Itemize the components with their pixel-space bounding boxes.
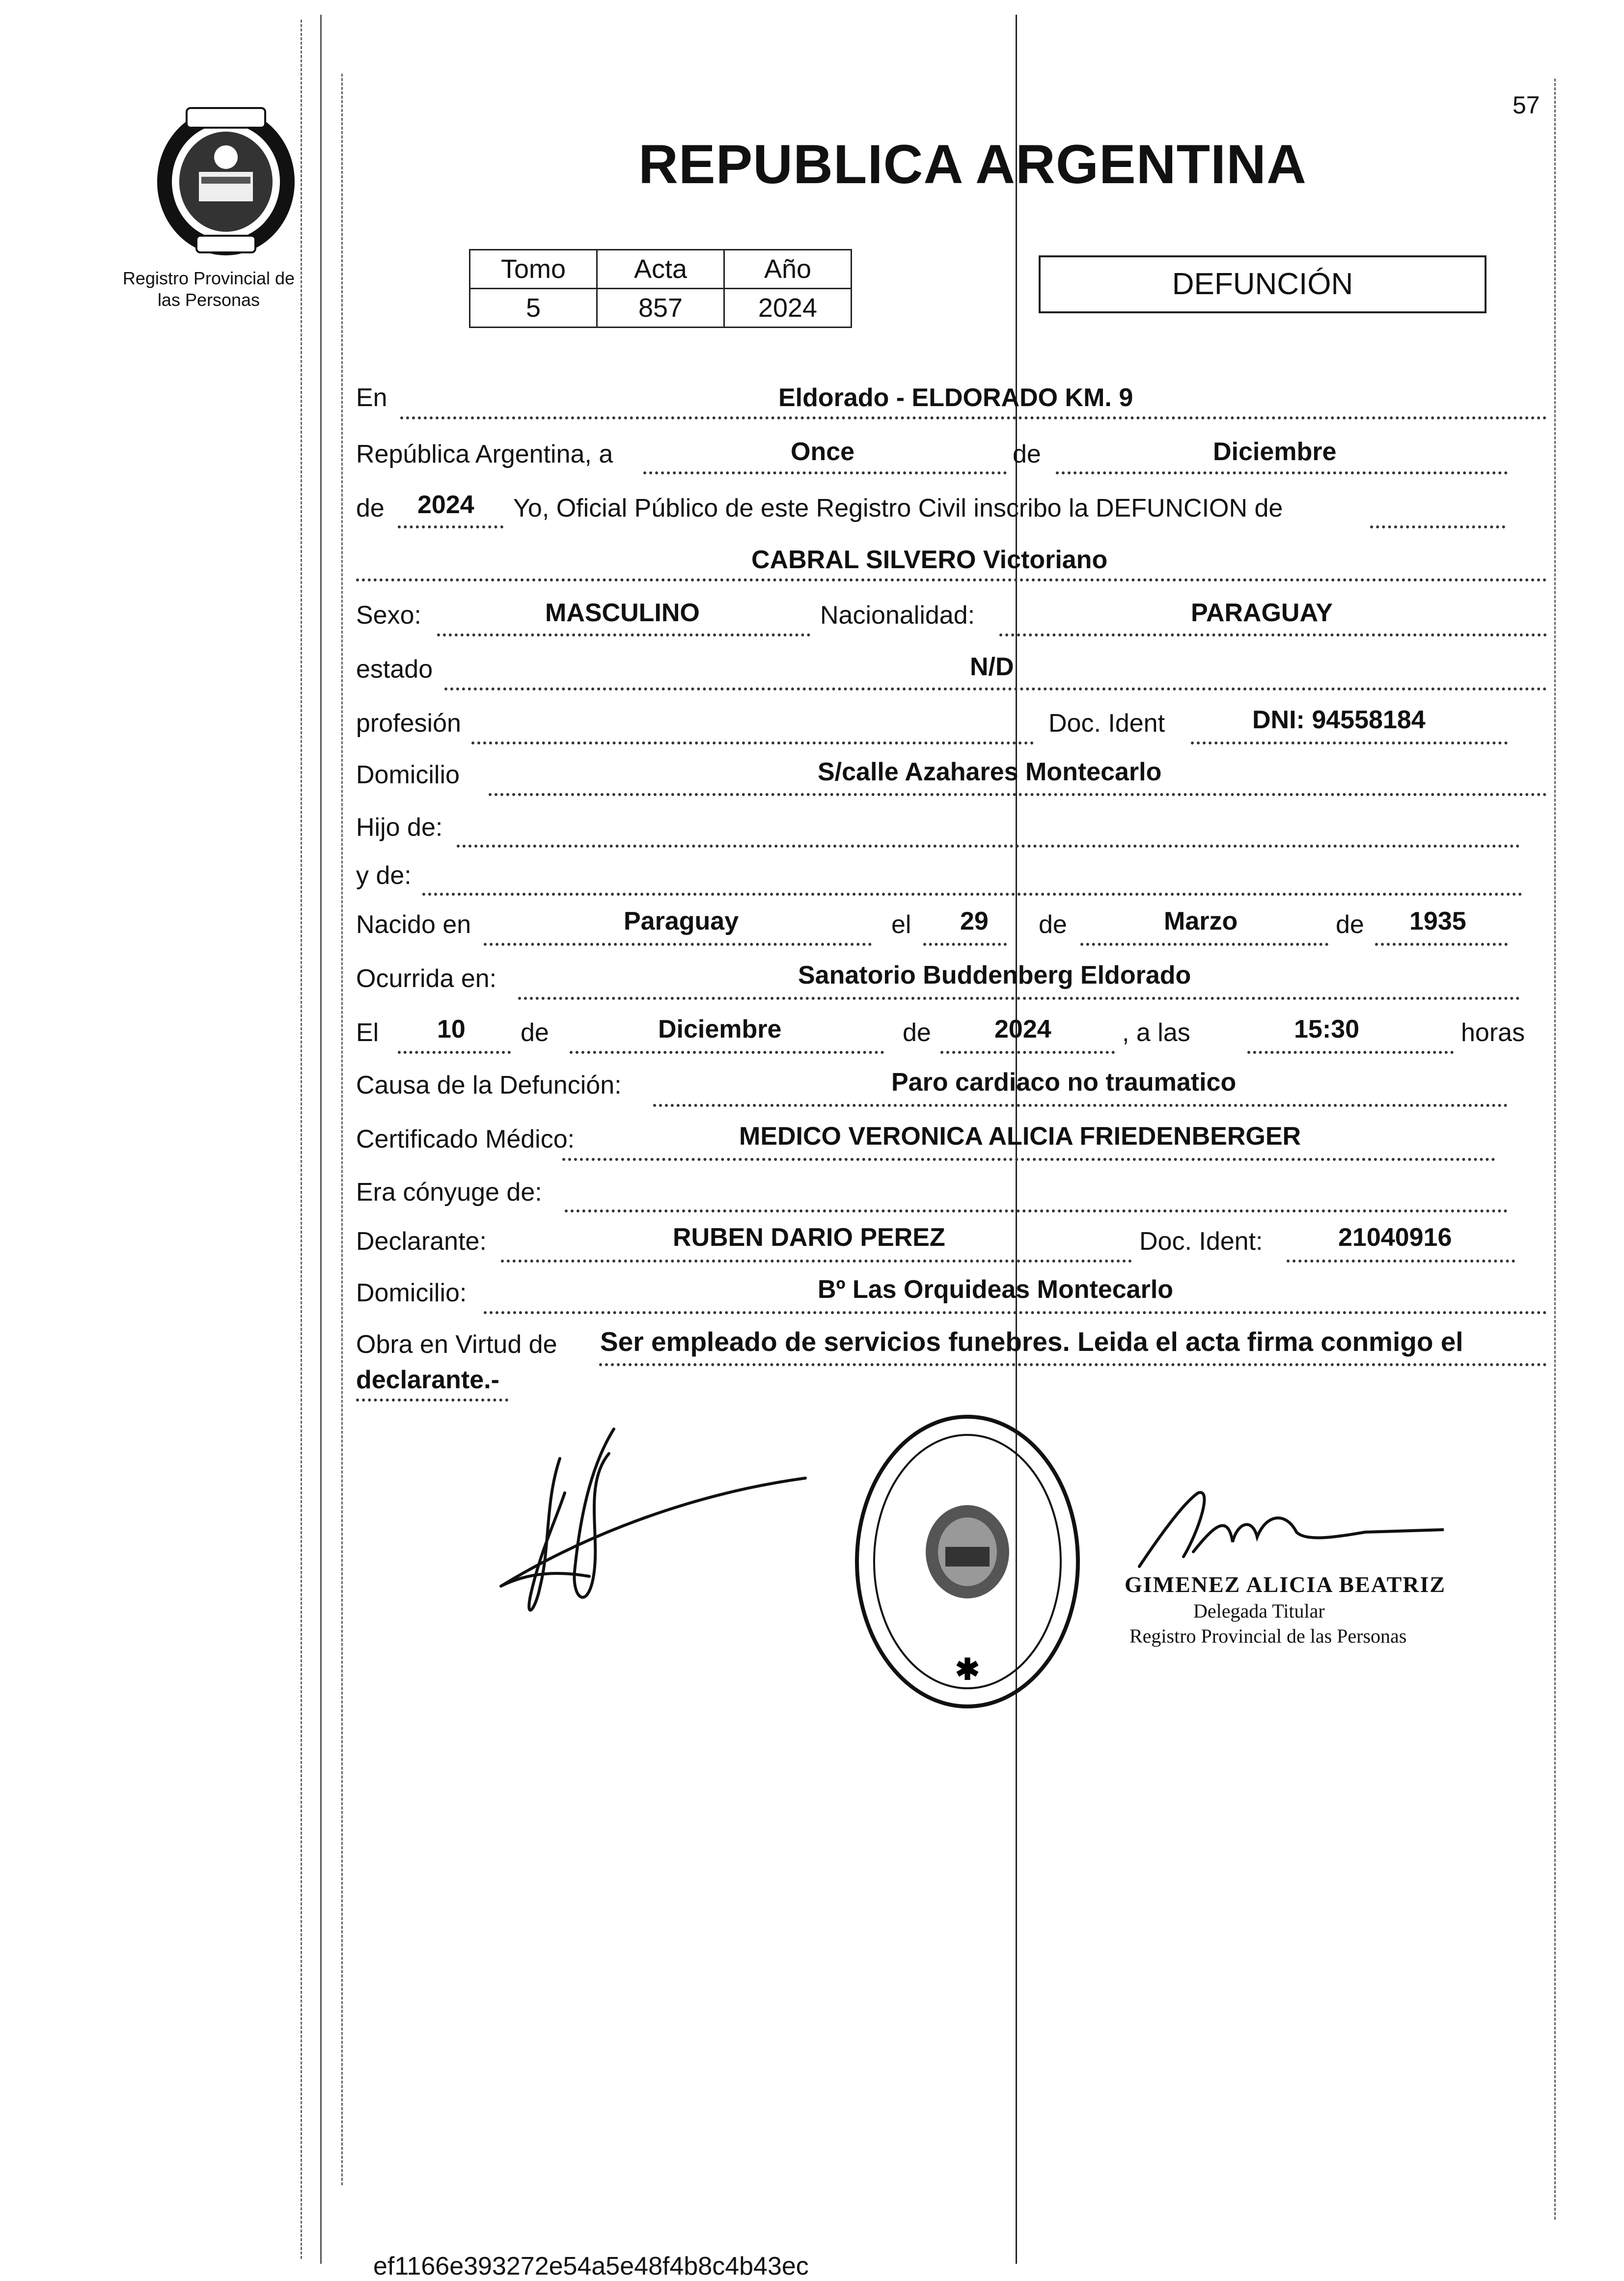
fill-line: [398, 525, 503, 528]
fill-line: [1375, 943, 1508, 946]
decl-doc-label: Doc. Ident:: [1139, 1227, 1263, 1256]
fill-line: [1370, 525, 1505, 528]
anio-value: 2024: [417, 491, 474, 519]
registry-caption-line1: Registro Provincial de: [122, 268, 295, 288]
fill-line: [923, 943, 1007, 946]
nacionalidad-label: Nacionalidad:: [820, 601, 975, 630]
fill-line: [1056, 471, 1508, 474]
nacido-dia: 29: [960, 907, 989, 935]
fill-line: [444, 687, 1547, 690]
fill-line: [400, 416, 1547, 419]
de-label: de: [903, 1018, 931, 1047]
registry-stamp: [845, 1404, 1090, 1719]
fill-line: [484, 1311, 1547, 1314]
official-name: GIMENEZ ALICIA BEATRIZ: [1125, 1572, 1446, 1597]
scan-margin-line: [1554, 79, 1556, 2220]
el-label: el: [891, 910, 911, 939]
fill-line: [599, 1363, 1547, 1366]
page-title: REPUBLICA ARGENTINA: [638, 134, 1307, 195]
certificado-value: MEDICO VERONICA ALICIA FRIEDENBERGER: [739, 1122, 1301, 1151]
fill-line: [457, 845, 1520, 848]
doc-value: DNI: 94558184: [1252, 706, 1426, 734]
declarant-signature: [491, 1424, 825, 1650]
reference-table: [469, 249, 852, 328]
en-value: Eldorado - ELDORADO KM. 9: [778, 384, 1133, 412]
ocurrida-label: Ocurrida en:: [356, 964, 497, 993]
conyuge-label: Era cónyuge de:: [356, 1178, 542, 1207]
fill-line: [489, 793, 1547, 796]
fill-line: [356, 1399, 508, 1402]
fill-line: [398, 1051, 511, 1054]
fill-line: [562, 1158, 1495, 1161]
document-hash: ef1166e393272e54a5e48f4b8c4b43ec: [373, 2252, 809, 2281]
fallec-dia: 10: [437, 1015, 466, 1044]
registry-caption-line2: las Personas: [157, 290, 260, 310]
el-label: El: [356, 1018, 379, 1047]
decl-doc-value: 21040916: [1338, 1223, 1452, 1252]
estado-value: N/D: [970, 653, 1014, 681]
domicilio-value: S/calle Azahares Montecarlo: [818, 758, 1162, 786]
fill-line: [437, 633, 810, 636]
obra-label: Obra en Virtud de: [356, 1330, 557, 1359]
fill-line: [643, 471, 1007, 474]
fallec-mes: Diciembre: [658, 1015, 782, 1044]
fill-line: [999, 633, 1547, 636]
de-label: de: [1013, 440, 1041, 468]
declarante-value: RUBEN DARIO PEREZ: [673, 1223, 945, 1252]
fallec-anio: 2024: [994, 1015, 1051, 1044]
republica-label: República Argentina, a: [356, 440, 613, 468]
dia-value: Once: [791, 438, 855, 466]
en-label: En: [356, 384, 387, 412]
table-cell-anio: 2024: [724, 289, 852, 328]
nacido-label: Nacido en: [356, 910, 471, 939]
oficial-text: Yo, Oficial Público de este Registro Civil inscribo la DEFUNCION de: [513, 494, 1283, 522]
de-label: de: [356, 494, 385, 522]
obra-value: Ser empleado de servicios funebres. Leida el acta firma conmigo el: [600, 1326, 1463, 1357]
table-header-tomo: Tomo: [470, 250, 597, 289]
causa-label: Causa de la Defunción:: [356, 1071, 622, 1099]
de-label: de: [521, 1018, 549, 1047]
fill-line: [1247, 1051, 1454, 1054]
hijo-label: Hijo de:: [356, 813, 443, 842]
domicilio-label: Domicilio: [356, 761, 460, 789]
certificado-label: Certificado Médico:: [356, 1125, 575, 1154]
fill-line: [1191, 742, 1508, 744]
estado-label: estado: [356, 655, 433, 684]
registry-caption: [118, 268, 300, 311]
fallec-hora: 15:30: [1294, 1015, 1359, 1044]
table-header-anio: Año: [724, 250, 852, 289]
de-label: de: [1336, 910, 1364, 939]
alas-label: , a las: [1122, 1018, 1190, 1047]
table-cell-tomo: 5: [470, 289, 597, 328]
mes-value: Diciembre: [1213, 438, 1337, 466]
deceased-name: CABRAL SILVERO Victoriano: [751, 546, 1108, 574]
sexo-label: Sexo:: [356, 601, 421, 630]
declarante-label: Declarante:: [356, 1227, 487, 1256]
nacido-lugar: Paraguay: [624, 907, 739, 935]
fill-line: [356, 578, 1547, 581]
fill-line: [1080, 943, 1328, 946]
decl-domicilio-value: Bº Las Orquideas Montecarlo: [818, 1275, 1174, 1304]
sexo-value: MASCULINO: [545, 599, 700, 627]
fill-line: [484, 943, 872, 946]
horas-label: horas: [1461, 1018, 1525, 1047]
fill-line: [518, 997, 1520, 1000]
fill-line: [940, 1051, 1115, 1054]
document-type-box: DEFUNCIÓN: [1039, 255, 1486, 313]
scan-margin-line: [341, 74, 343, 2185]
fill-line: [1287, 1260, 1515, 1263]
fill-line: [501, 1260, 1132, 1263]
fill-line: [471, 742, 1034, 744]
ocurrida-value: Sanatorio Buddenberg Eldorado: [798, 961, 1191, 989]
table-cell-acta: 857: [597, 289, 724, 328]
table-header-acta: Acta: [597, 250, 724, 289]
causa-value: Paro cardiaco no traumatico: [891, 1068, 1237, 1097]
fill-line: [570, 1051, 884, 1054]
profesion-label: profesión: [356, 709, 461, 738]
fill-line: [422, 893, 1522, 896]
official-role: Delegada Titular: [1193, 1600, 1325, 1622]
province-seal-logo: [152, 98, 300, 255]
obra-value-line2: declarante.-: [356, 1366, 499, 1394]
official-signature: [1129, 1483, 1444, 1581]
doc-label: Doc. Ident: [1048, 709, 1165, 738]
de-label: de: [1039, 910, 1067, 939]
official-office: Registro Provincial de las Personas: [1129, 1625, 1407, 1647]
decl-domicilio-label: Domicilio:: [356, 1279, 467, 1307]
nacionalidad-value: PARAGUAY: [1191, 599, 1333, 627]
svg-text:✱: ✱: [955, 1653, 980, 1686]
fill-line: [653, 1104, 1508, 1107]
scan-margin-line: [320, 15, 322, 2264]
yde-label: y de:: [356, 861, 412, 890]
nacido-mes: Marzo: [1164, 907, 1238, 935]
fill-line: [565, 1209, 1508, 1212]
nacido-anio: 1935: [1409, 907, 1466, 935]
scan-margin-line: [301, 20, 302, 2259]
page-number: 57: [1513, 91, 1540, 119]
